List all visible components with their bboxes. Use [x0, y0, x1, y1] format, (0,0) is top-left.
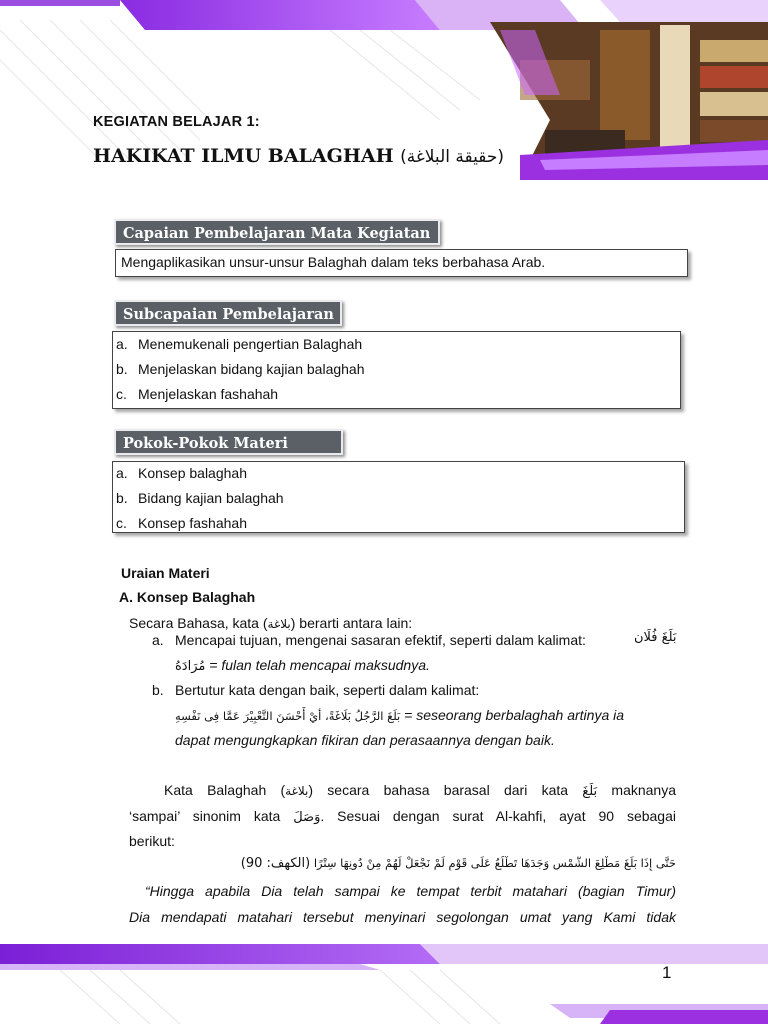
item-b-example-line: بَلَغَ الرَّجُلُ بَلَاغَةً، أيْ أَحْسَنَ التَّعْبِيْرَ عَمَّا فِى نَفْسِهِ = seseorang berbalaghah artinya ia [175, 707, 625, 723]
capaian-box [115, 249, 688, 277]
capaian-tab: Capaian Pembelajaran Mata Kegiatan [114, 219, 440, 245]
list-item: c. Konsep fashahah [116, 515, 247, 531]
paragraph-line-1: Kata Balaghah (بلاغة) secara bahasa barasal dari kata بَلَغَ maknanya [164, 782, 676, 799]
intro-line: Secara Bahasa, kata (بلاغة) berarti antara lain: [129, 615, 413, 631]
item-b-translation-2: dapat mengungkapkan fikiran dan perasaannya dengan baik. [175, 732, 555, 748]
page-number: 1 [662, 963, 672, 982]
paragraph-line-2: ‘sampai’ sinonim kata وَصَلَ. Sesuai dengan surat Al-kahfi, ayat 90 sebagai [129, 808, 676, 825]
page-title-text: HAKIKAT ILMU BALAGHAH [93, 145, 394, 167]
section-a-heading: A. Konsep Balaghah [119, 589, 256, 605]
subcapaian-tab: Subcapaian Pembelajaran [114, 300, 342, 326]
list-item: a. Konsep balaghah [116, 465, 247, 481]
item-a-arabic-1: بَلَغَ فُلَان [634, 630, 677, 645]
subcapaian-box [112, 331, 681, 409]
list-item: b. Menjelaskan bidang kajian balaghah [116, 361, 365, 377]
list-item: b. Bidang kajian balaghah [116, 490, 284, 506]
paragraph-line-3: berikut: [129, 833, 175, 849]
item-a-translation-line: مُرَادَهُ = fulan telah mencapai maksudnya. [175, 657, 430, 674]
uraian-heading: Uraian Materi [121, 565, 210, 581]
kegiatan-label: KEGIATAN BELAJAR 1: [93, 114, 260, 130]
list-item: c. Menjelaskan fashahah [116, 386, 279, 402]
page-title-arabic: (حقيقة البلاغة) [400, 147, 504, 167]
quote-line-1: “Hingga apabila Dia telah sampai ke tempat terbit matahari (bagian Timur) [145, 883, 676, 899]
pokok-box [112, 461, 685, 533]
capaian-text: Mengaplikasikan unsur-unsur Balaghah dalam teks berbahasa Arab. [121, 254, 546, 270]
footer-decoration [0, 930, 768, 1024]
quote-line-2: Dia mendapati matahari tersebut menyinari segolongan umat yang Kami tidak [129, 909, 676, 925]
pokok-tab: Pokok-Pokok Materi [114, 429, 343, 455]
item-a-line: a. Mencapai tujuan, mengenai sasaran efektif, seperti dalam kalimat: [152, 632, 586, 648]
ayat-line: حَتَّى إِذَا بَلَغَ مَطْلِعَ الشَّمْسِ وَجَدَهَا تَطْلُعُ عَلَى قَوْمٍ لَمْ نَجْعَلْ لَهُمْ مِنْ دُونِهَا سِتْرًا (الكهف: 90) [240, 856, 676, 871]
list-item: a. Menemukenali pengertian Balaghah [116, 336, 363, 352]
page-title [93, 145, 504, 167]
item-b-line: b. Bertutur kata dengan baik, seperti dalam kalimat: [152, 682, 480, 698]
